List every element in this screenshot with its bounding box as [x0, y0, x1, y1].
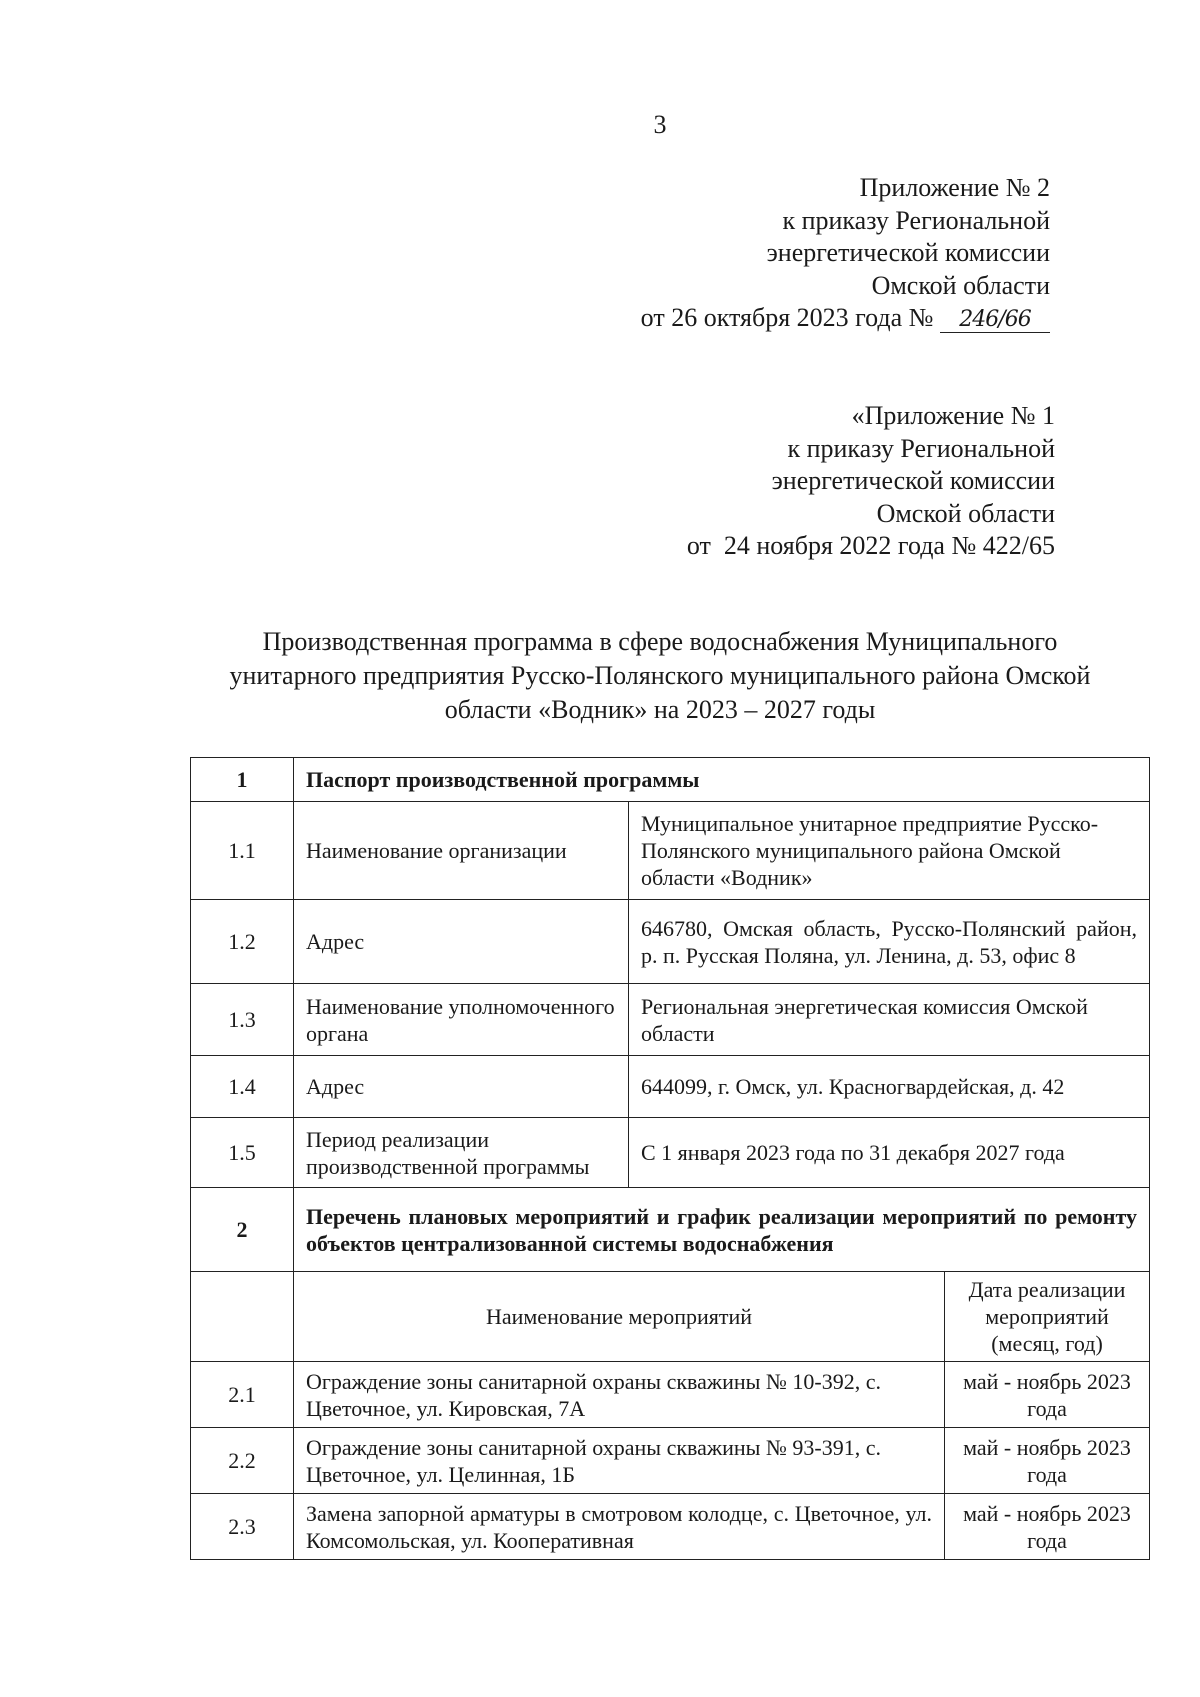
- column-header-event: Наименование мероприятий: [294, 1272, 945, 1362]
- page-number: 3: [653, 110, 667, 139]
- table-row: [191, 900, 1150, 984]
- row-label: Период реализации производственной программы: [294, 1118, 629, 1188]
- event-date: май - ноябрь 2023 года: [945, 1362, 1150, 1428]
- table-row: [191, 802, 1150, 900]
- table-row: [191, 1118, 1150, 1188]
- table-row: [191, 984, 1150, 1056]
- row-number: 2.2: [191, 1428, 294, 1494]
- row-number: 2.1: [191, 1362, 294, 1428]
- annex-previous-header: [687, 400, 1055, 563]
- annex-line: энергетической комиссии: [771, 466, 1055, 495]
- row-value: С 1 января 2023 года по 31 декабря 2027 года: [629, 1118, 1150, 1188]
- handwritten-order-number: 246/66: [940, 308, 1050, 333]
- event-name: Ограждение зоны санитарной охраны скважины № 10-392, с. Цветочное, ул. Кировская, 7А: [294, 1362, 945, 1428]
- row-label: Наименование организации: [294, 802, 629, 900]
- column-header-date: Дата реализации мероприятий (месяц, год): [945, 1272, 1150, 1362]
- annex-date: от 26 октября 2023 года №: [640, 303, 934, 332]
- row-number: 1.3: [191, 984, 294, 1056]
- row-number: 1.2: [191, 900, 294, 984]
- section-heading: Перечень плановых мероприятий и график реализации мероприятий по ремонту объектов централизованной системы водоснабжения: [294, 1188, 1150, 1272]
- row-value: Муниципальное унитарное предприятие Русско-Полянского муниципального района Омской области «Водник»: [629, 802, 1150, 900]
- section-header-row: [191, 758, 1150, 802]
- title-line: области «Водник» на 2023 – 2027 годы: [444, 695, 876, 724]
- table-row: [191, 1428, 1150, 1494]
- row-number: 1.1: [191, 802, 294, 900]
- program-title: [180, 625, 1140, 727]
- annex-line: Омской области: [876, 498, 1055, 528]
- annex-line: энергетической комиссии: [766, 238, 1050, 267]
- event-name: Ограждение зоны санитарной охраны скважины № 93-391, с. Цветочное, ул. Целинная, 1Б: [294, 1428, 945, 1494]
- column-header-row: [191, 1272, 1150, 1362]
- event-date: май - ноябрь 2023 года: [945, 1428, 1150, 1494]
- empty-cell: [191, 1272, 294, 1362]
- row-value: Региональная энергетическая комиссия Омской области: [629, 984, 1150, 1056]
- section-heading: Паспорт производственной программы: [294, 758, 1150, 802]
- annex-line: Приложение № 2: [859, 173, 1050, 202]
- annex-line: «Приложение № 1: [851, 401, 1055, 430]
- annex-line: к приказу Региональной: [787, 433, 1055, 463]
- row-label: Адрес: [294, 1056, 629, 1118]
- row-number: 2.3: [191, 1494, 294, 1560]
- annex-line: к приказу Региональной: [782, 205, 1050, 235]
- table-row: [191, 1362, 1150, 1428]
- program-table: [190, 757, 1150, 1560]
- annex-date-line: [641, 302, 1050, 335]
- row-label: Адрес: [294, 900, 629, 984]
- table-row: [191, 1056, 1150, 1118]
- row-value: 646780, Омская область, Русско-Полянский район, р. п. Русская Поляна, ул. Ленина, д. 53, офис 8: [629, 900, 1150, 984]
- table-row: [191, 1494, 1150, 1560]
- section-header-row: [191, 1188, 1150, 1272]
- row-number: 1.5: [191, 1118, 294, 1188]
- title-line: унитарного предприятия Русско-Полянского муниципального района Омской: [229, 661, 1091, 690]
- event-name: Замена запорной арматуры в смотровом колодце, с. Цветочное, ул. Комсомольская, ул. Кооперативная: [294, 1494, 945, 1560]
- row-value: 644099, г. Омск, ул. Красногвардейская, д. 42: [629, 1056, 1150, 1118]
- title-line: Производственная программа в сфере водоснабжения Муниципального: [262, 627, 1058, 656]
- event-date: май - ноябрь 2023 года: [945, 1494, 1150, 1560]
- section-number: 1: [191, 758, 294, 802]
- row-number: 1.4: [191, 1056, 294, 1118]
- annex-current-header: [641, 172, 1050, 335]
- section-number: 2: [191, 1188, 294, 1272]
- annex-line: от 24 ноября 2022 года № 422/65: [686, 531, 1055, 560]
- annex-line: Омской области: [871, 270, 1050, 300]
- row-label: Наименование уполномоченного органа: [294, 984, 629, 1056]
